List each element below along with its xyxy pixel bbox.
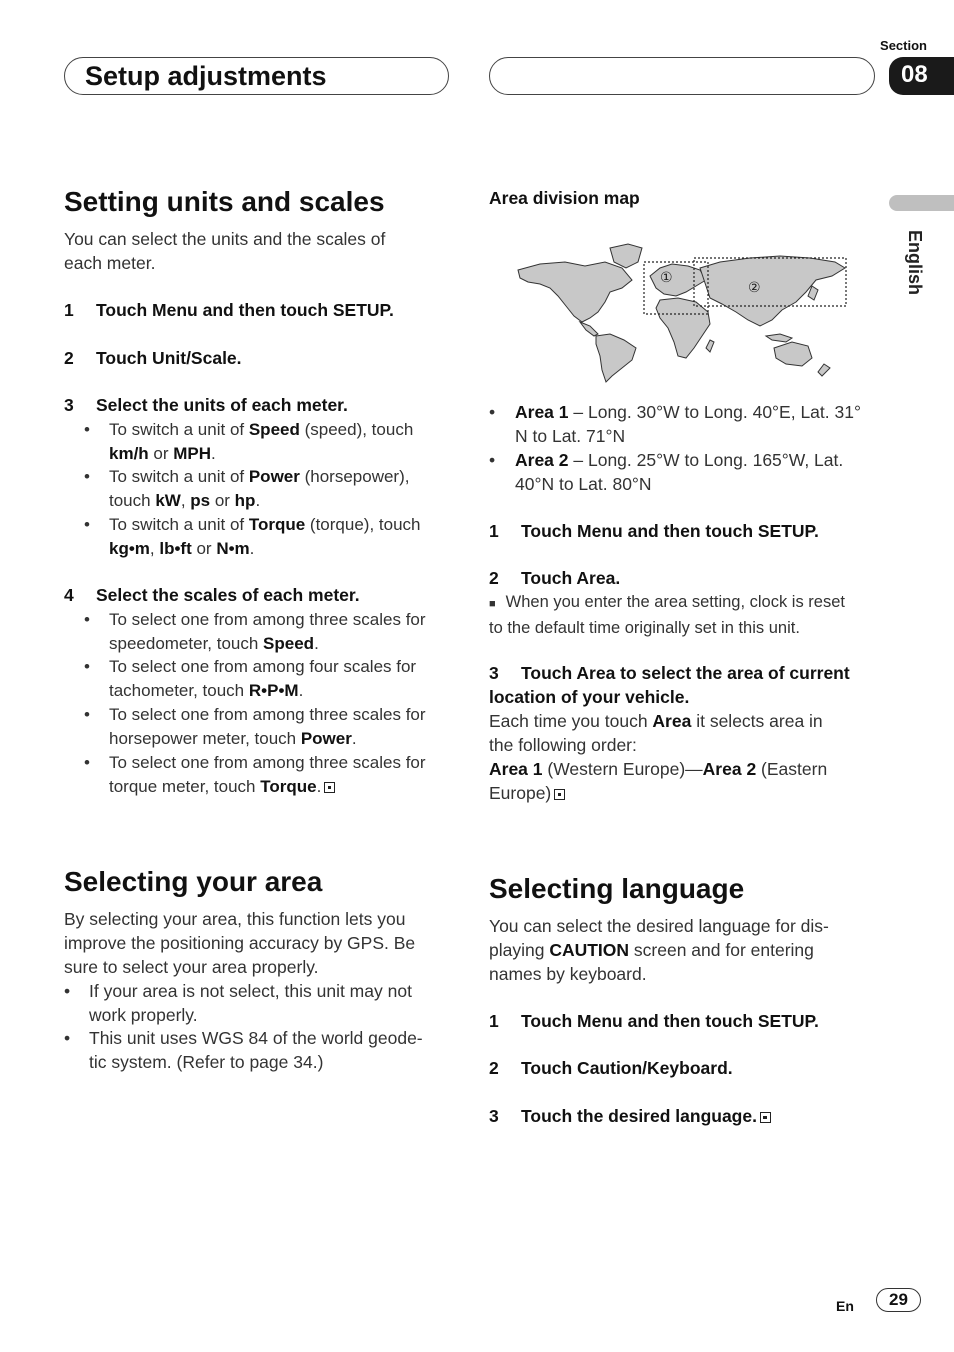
area-bullet xyxy=(64,979,444,1027)
step-number: 1 xyxy=(489,1011,499,1031)
units-step-4 xyxy=(64,583,360,607)
footer-language-code: En xyxy=(836,1298,854,1314)
bullet-dot: • xyxy=(64,1028,71,1048)
bullet-dot: • xyxy=(84,515,90,534)
bullet-dot: • xyxy=(84,420,90,439)
africa-shape xyxy=(656,298,710,358)
bullet-dot: • xyxy=(489,450,496,470)
units-bullet xyxy=(84,465,444,513)
step-number: 3 xyxy=(489,663,499,683)
bullet-dot: • xyxy=(489,402,496,422)
indonesia-shape xyxy=(766,334,792,342)
area-bullet xyxy=(64,1026,444,1074)
europe-shape xyxy=(650,264,706,296)
madagascar-shape xyxy=(706,340,714,352)
language-tab-label-box xyxy=(885,230,945,310)
step-text: Touch Menu and then touch SETUP. xyxy=(521,1011,819,1031)
australia-shape xyxy=(774,342,812,366)
scales-bullet xyxy=(84,703,444,751)
step-number: 3 xyxy=(64,395,74,415)
area-title: Selecting your area xyxy=(64,866,323,897)
end-mark-icon xyxy=(554,789,565,800)
units-intro-line: each meter. xyxy=(64,253,156,273)
area-2-definition xyxy=(489,448,884,496)
units-step-1 xyxy=(64,298,394,322)
step-number: 4 xyxy=(64,585,74,605)
step-number: 1 xyxy=(489,521,499,541)
language-tab-label: English xyxy=(905,230,925,296)
area-intro-line: sure to select your area properly. xyxy=(64,957,319,977)
step-number: 3 xyxy=(489,1106,499,1126)
step-text: Touch Menu and then touch SETUP. xyxy=(96,300,394,320)
bullet-dot: • xyxy=(84,753,90,772)
bullet-dot: • xyxy=(84,657,90,676)
bullet-dot: • xyxy=(84,467,90,486)
language-step-3 xyxy=(489,1104,771,1128)
area-1-marker: ① xyxy=(660,270,673,286)
area-intro-line: improve the positioning accuracy by GPS. Be xyxy=(64,933,416,953)
bullet-text: To select one from among three scales for speedometer, touch Speed. xyxy=(109,610,426,653)
language-title: Selecting language xyxy=(489,873,745,904)
bullet-text: To switch a unit of Speed (speed), touch km/h or MPH. xyxy=(109,420,414,463)
greenland-shape xyxy=(610,244,642,268)
south-america-shape xyxy=(596,334,636,382)
bullet-text: Area 2 – Long. 25°W to Long. 165°W, Lat. 40°N to Lat. 80°N xyxy=(515,450,844,494)
chapter-title: Setup adjustments xyxy=(85,61,327,91)
area-step-2 xyxy=(489,566,620,590)
units-intro xyxy=(64,227,385,275)
step-number: 2 xyxy=(489,1058,499,1078)
central-america-shape xyxy=(580,322,598,336)
chapter-title-box xyxy=(64,57,449,95)
step-text-cont: location of your vehicle. xyxy=(489,687,690,707)
units-bullet xyxy=(84,418,444,466)
page-number: 29 xyxy=(876,1288,921,1312)
area-map-heading: Area division map xyxy=(489,188,640,208)
bullet-text: If your area is not select, this unit may not work properly. xyxy=(89,981,412,1025)
step-text: Touch Menu and then touch SETUP. xyxy=(521,521,819,541)
note-square-icon: ■ xyxy=(489,598,496,610)
bullet-text: To select one from among three scales for torque meter, touch Torque. xyxy=(109,753,426,796)
bullet-text: To select one from among four scales for tachometer, touch R•P•M. xyxy=(109,657,417,700)
north-america-shape xyxy=(518,262,632,322)
section-label: Section xyxy=(880,38,927,53)
new-zealand-shape xyxy=(818,364,830,376)
step-text: Touch Caution/Keyboard. xyxy=(521,1058,733,1078)
units-bullet xyxy=(84,513,444,561)
end-mark-icon xyxy=(760,1112,771,1123)
bullet-text: Area 1 – Long. 30°W to Long. 40°E, Lat. 31° N to Lat. 71°N xyxy=(515,402,861,446)
area-1-definition xyxy=(489,400,884,448)
units-step-3 xyxy=(64,393,348,417)
units-intro-line: You can select the units and the scales of xyxy=(64,229,386,249)
language-step-2 xyxy=(489,1056,733,1080)
units-step-2 xyxy=(64,346,242,370)
area-2-marker: ② xyxy=(748,280,761,296)
bullet-text: To select one from among three scales for horsepower meter, touch Power. xyxy=(109,705,426,748)
bullet-dot: • xyxy=(84,705,90,724)
language-step-1 xyxy=(489,1009,819,1033)
step-text: Select the scales of each meter. xyxy=(96,585,360,605)
bullet-text: To switch a unit of Power (horsepower), touch kW, ps or hp. xyxy=(109,467,410,510)
scales-bullet xyxy=(84,655,444,703)
header-empty-box xyxy=(489,57,875,95)
area-note: ■ When you enter the area setting, clock is reset to the default time originally set in this unit. xyxy=(489,593,845,637)
units-title: Setting units and scales xyxy=(64,186,385,217)
bullet-text: To switch a unit of Torque (torque), touch kg•m, lb•ft or N•m. xyxy=(109,515,421,558)
area-intro-line: By selecting your area, this function lets you xyxy=(64,909,406,929)
language-intro: You can select the desired language for dis- playing CAUTION screen and for entering names by keyboard. xyxy=(489,916,829,984)
step-text: Touch Unit/Scale. xyxy=(96,348,242,368)
step-text: Touch Area. xyxy=(521,568,621,588)
bullet-dot: • xyxy=(64,981,71,1001)
step-text: Select the units of each meter. xyxy=(96,395,348,415)
end-mark-icon xyxy=(324,782,335,793)
section-number-badge xyxy=(889,57,954,95)
step-number: 2 xyxy=(489,568,499,588)
area-step-3 xyxy=(489,661,850,709)
step-number: 2 xyxy=(64,348,74,368)
scales-bullet xyxy=(84,608,444,656)
step-text: Touch Area to select the area of current xyxy=(521,663,850,683)
scales-bullet xyxy=(84,751,444,799)
step-number: 1 xyxy=(64,300,74,320)
asia-shape xyxy=(700,256,845,326)
bullet-text: This unit uses WGS 84 of the world geode- tic system. (Refer to page 34.) xyxy=(89,1028,423,1072)
bullet-dot: • xyxy=(84,610,90,629)
language-tab xyxy=(889,195,954,211)
area-order-text: Each time you touch Area it selects area in the following order: Area 1 (Western Europe)—Area 2 (Eastern Europe) xyxy=(489,711,828,803)
step-text: Touch the desired language. xyxy=(521,1106,757,1126)
world-map xyxy=(510,240,855,385)
area-intro xyxy=(64,907,415,979)
area-step-1 xyxy=(489,519,819,543)
section-number: 08 xyxy=(901,61,928,88)
